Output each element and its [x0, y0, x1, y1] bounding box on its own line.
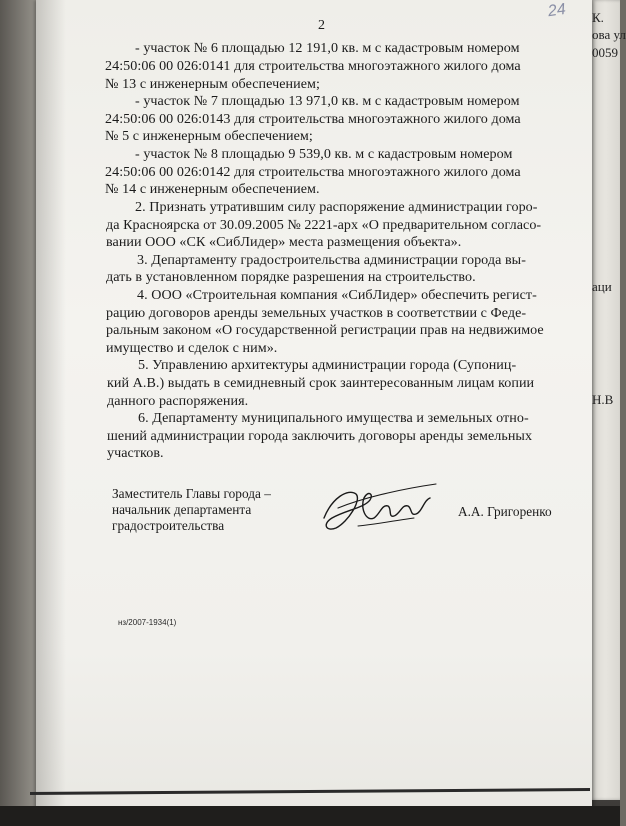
- adjacent-fragment: 0059: [592, 45, 618, 60]
- body-line: дать в установленном порядке разрешения на строительство.: [106, 269, 476, 285]
- signatory-title: начальник департамента: [112, 502, 252, 517]
- body-line: - участок № 7 площадью 13 971,0 кв. м с кадастровым номером: [135, 93, 520, 109]
- signatory-name: А.А. Григоренко: [458, 504, 552, 519]
- body-line: № 5 с инженерным обеспечением;: [105, 128, 313, 144]
- body-line: - участок № 8 площадью 9 539,0 кв. м с кадастровым номером: [135, 146, 513, 162]
- body-line: 6. Департаменту муниципального имущества и земельных отно-: [138, 410, 529, 426]
- handwritten-mark: 24: [546, 0, 567, 21]
- adjacent-page: [590, 0, 626, 800]
- body-line: № 13 с инженерным обеспечением;: [105, 76, 320, 92]
- body-line: 2. Признать утратившим силу распоряжение администрации горо-: [135, 199, 538, 215]
- signatory-title: градостроительства: [112, 518, 225, 533]
- body-line: рацию договоров аренды земельных участков в соответствии с Феде-: [106, 305, 527, 321]
- body-line: 3. Департаменту градостроительства администрации города вы-: [137, 252, 526, 268]
- body-line: шений администрации города заключить договоры аренды земельных: [107, 428, 533, 444]
- body-line: 4. ООО «Строительная компания «СибЛидер» обеспечить регист-: [137, 287, 537, 303]
- body-line: да Красноярска от 30.09.2005 № 2221-арх «О предварительном согласо-: [106, 217, 542, 233]
- body-line: вании ООО «СК «СибЛидер» места размещения объекта».: [106, 234, 462, 250]
- body-line: имущество и сделок с ним».: [106, 340, 278, 356]
- body-line: - участок № 6 площадью 12 191,0 кв. м с кадастровым номером: [135, 40, 520, 56]
- handwritten-signature: [318, 478, 440, 540]
- adjacent-fragment: ова ул: [592, 27, 626, 42]
- adjacent-fragment: Н.В: [592, 392, 614, 407]
- body-line: участков.: [107, 445, 164, 461]
- body-line: данного распоряжения.: [107, 393, 249, 409]
- body-line: 24:50:06 00 026:0142 для строительства многоэтажного жилого дома: [105, 164, 521, 180]
- body-line: № 14 с инженерным обеспечением.: [105, 181, 320, 197]
- adjacent-fragment: К.: [592, 10, 604, 25]
- bottom-shadow: [0, 806, 620, 826]
- body-line: кий А.В.) выдать в семидневный срок заинтересованным лицам копии: [107, 375, 535, 391]
- body-line: 24:50:06 00 026:0141 для строительства многоэтажного жилого дома: [105, 58, 521, 74]
- adjacent-fragment: аци: [592, 279, 612, 294]
- page-number: 2: [318, 18, 325, 33]
- body-line: 24:50:06 00 026:0143 для строительства многоэтажного жилого дома: [105, 111, 521, 127]
- document-code: нз/2007-1934(1): [118, 618, 177, 627]
- signatory-title: Заместитель Главы города –: [112, 486, 271, 501]
- body-line: ральным законом «О государственной регистрации прав на недвижимое: [106, 322, 544, 338]
- body-line: 5. Управлению архитектуры администрации города (Супониц-: [138, 357, 517, 373]
